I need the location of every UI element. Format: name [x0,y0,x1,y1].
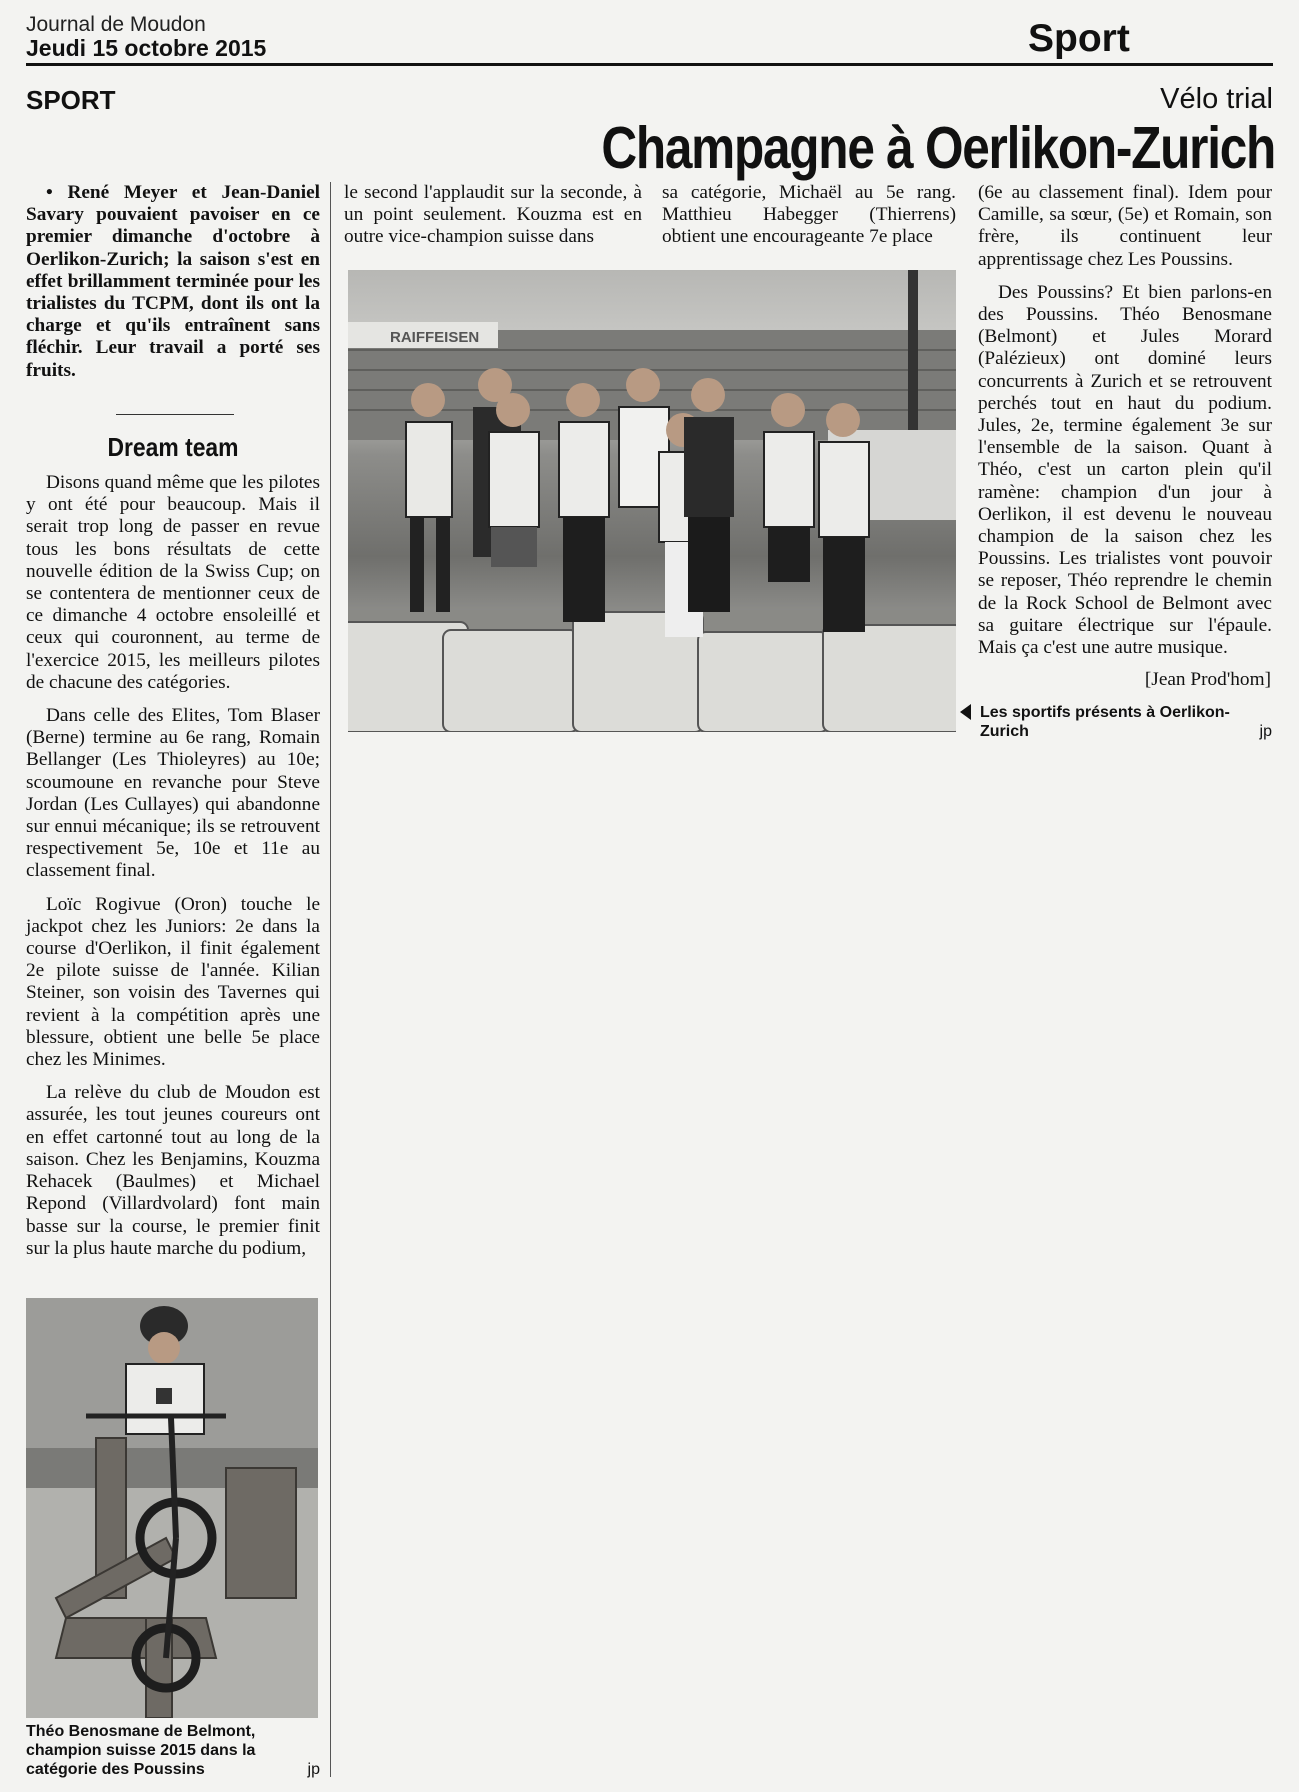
banner-text: RAIFFEISEN [390,329,480,346]
paragraph: sa catégorie, Michaël au 5e rang. Matthieu Habegger (Thierrens) obtient une encourageante 7e place [662,182,956,248]
article-headline: Champagne à Oerlikon-Zurich [601,115,1275,181]
column-1 [26,472,320,1271]
issue-date: Jeudi 15 octobre 2015 [26,35,267,61]
article-subhead: Dream team [107,432,239,462]
caption-text: Théo Benosmane de Belmont, champion suisse 2015 dans la catégorie des Poussins [26,1723,256,1778]
header-rule [26,63,1273,66]
team-photo-caption [980,703,1272,741]
rider-photo-illustration [26,1298,318,1718]
section-label: SPORT [26,85,116,115]
paragraph: le second l'applaudit sur la seconde, à un point seulement. Kouzma est en outre vice-champion suisse dans [344,182,642,248]
paragraph: La relève du club de Moudon est assurée, les tout jeunes coureurs ont en effet cartonné tout au long de la saison. Chez les Benjamins, Kouzma Rehacek (Baulmes) et Michael Repond (Villardvolard) font main basse sur la course, le premier finit sur la plus haute marche du podium, [26,1082,320,1259]
lead-paragraph: • René Meyer et Jean-Daniel Savary pouvaient pavoiser en ce premier dimanche d'octobre à Oerlikon-Zurich; la saison s'est en effet brillamment terminée pour les trialistes du TCPM, dont ils ont la charge et qu'ils entraînent sans fléchir. Leur travail a porté ses fruits. [26,182,320,381]
photo-credit: jp [1259,723,1272,740]
article-lead [26,182,320,382]
column-divider [330,182,331,1777]
paragraph: Des Poussins? Et bien parlons-en des Poussins. Théo Benosmane (Belmont) et Jules Morard (Palézieux) ont dominé leurs concurrents à Zurich et se retrouvent perchés tout en haut du podium. Jules, 2e, termine également 3e sur l'ensemble de la saison. Quant à Théo, c'est un carton plein qu'il ramène: champion d'un jour à Oerlikon, il est devenu le nouveau champion de la saison chez les Poussins. Les trialistes vont pouvoir se reposer, Théo reprendre le chemin de la Rock School de Belmont avec sa guitare électrique sur l'épaule. Mais ça c'est une autre musique. [978,281,1272,659]
team-podium-photo [348,270,956,732]
section-title: Sport [1028,17,1130,60]
author-signature: [Jean Prod'hom] [1144,669,1271,690]
journal-name: Journal de Moudon [26,13,206,36]
team-photo-illustration [348,270,956,732]
photo-credit: jp [307,1761,320,1778]
article-kicker: Vélo trial [1160,83,1273,115]
column-2 [344,182,642,260]
paragraph: Loïc Rogivue (Oron) touche le jackpot chez les Juniors: 2e dans la course d'Oerlikon, il finit également 2e pilote suisse de l'année. Kilian Steiner, son voisin des Tavernes qui revient à la compétition après une blessure, obtient une belle 5e place chez les Minimes. [26,893,320,1071]
paragraph: Disons quand même que les pilotes y ont été pour beaucoup. Mais il serait trop long de passer en revue tous les bons résultats de cette nouvelle édition de la Swiss Cup; on se contentera de mentionner ceux de ce dimanche 4 octobre ensoleillé et ceux qui couronnent, au terme de l'exercice 2015, les meilleurs pilotes de chacune des catégories. [26,472,320,693]
caption-arrow-icon [960,704,971,720]
rider-photo-caption [26,1722,320,1779]
paragraph: Dans celle des Elites, Tom Blaser (Berne) termine au 6e rang, Romain Bellanger (Les Thioleyres) au 10e; scoumoune en revanche pour Steve Jordan (Les Cullayes) qui abandonne sur ennui mécanique; ils se retrouvent respectivement 5e, 10e et 11e au classement final. [26,705,320,882]
column-3 [662,182,956,260]
column-4 [978,182,1272,670]
lead-divider [116,414,234,415]
caption-text: Les sportifs présents à Oerlikon-Zurich [980,704,1230,740]
rider-photo [26,1298,318,1718]
paragraph: (6e au classement final). Idem pour Camille, sa sœur, (5e) et Romain, son frère, ils continuent leur apprentissage chez Les Poussins. [978,182,1272,270]
